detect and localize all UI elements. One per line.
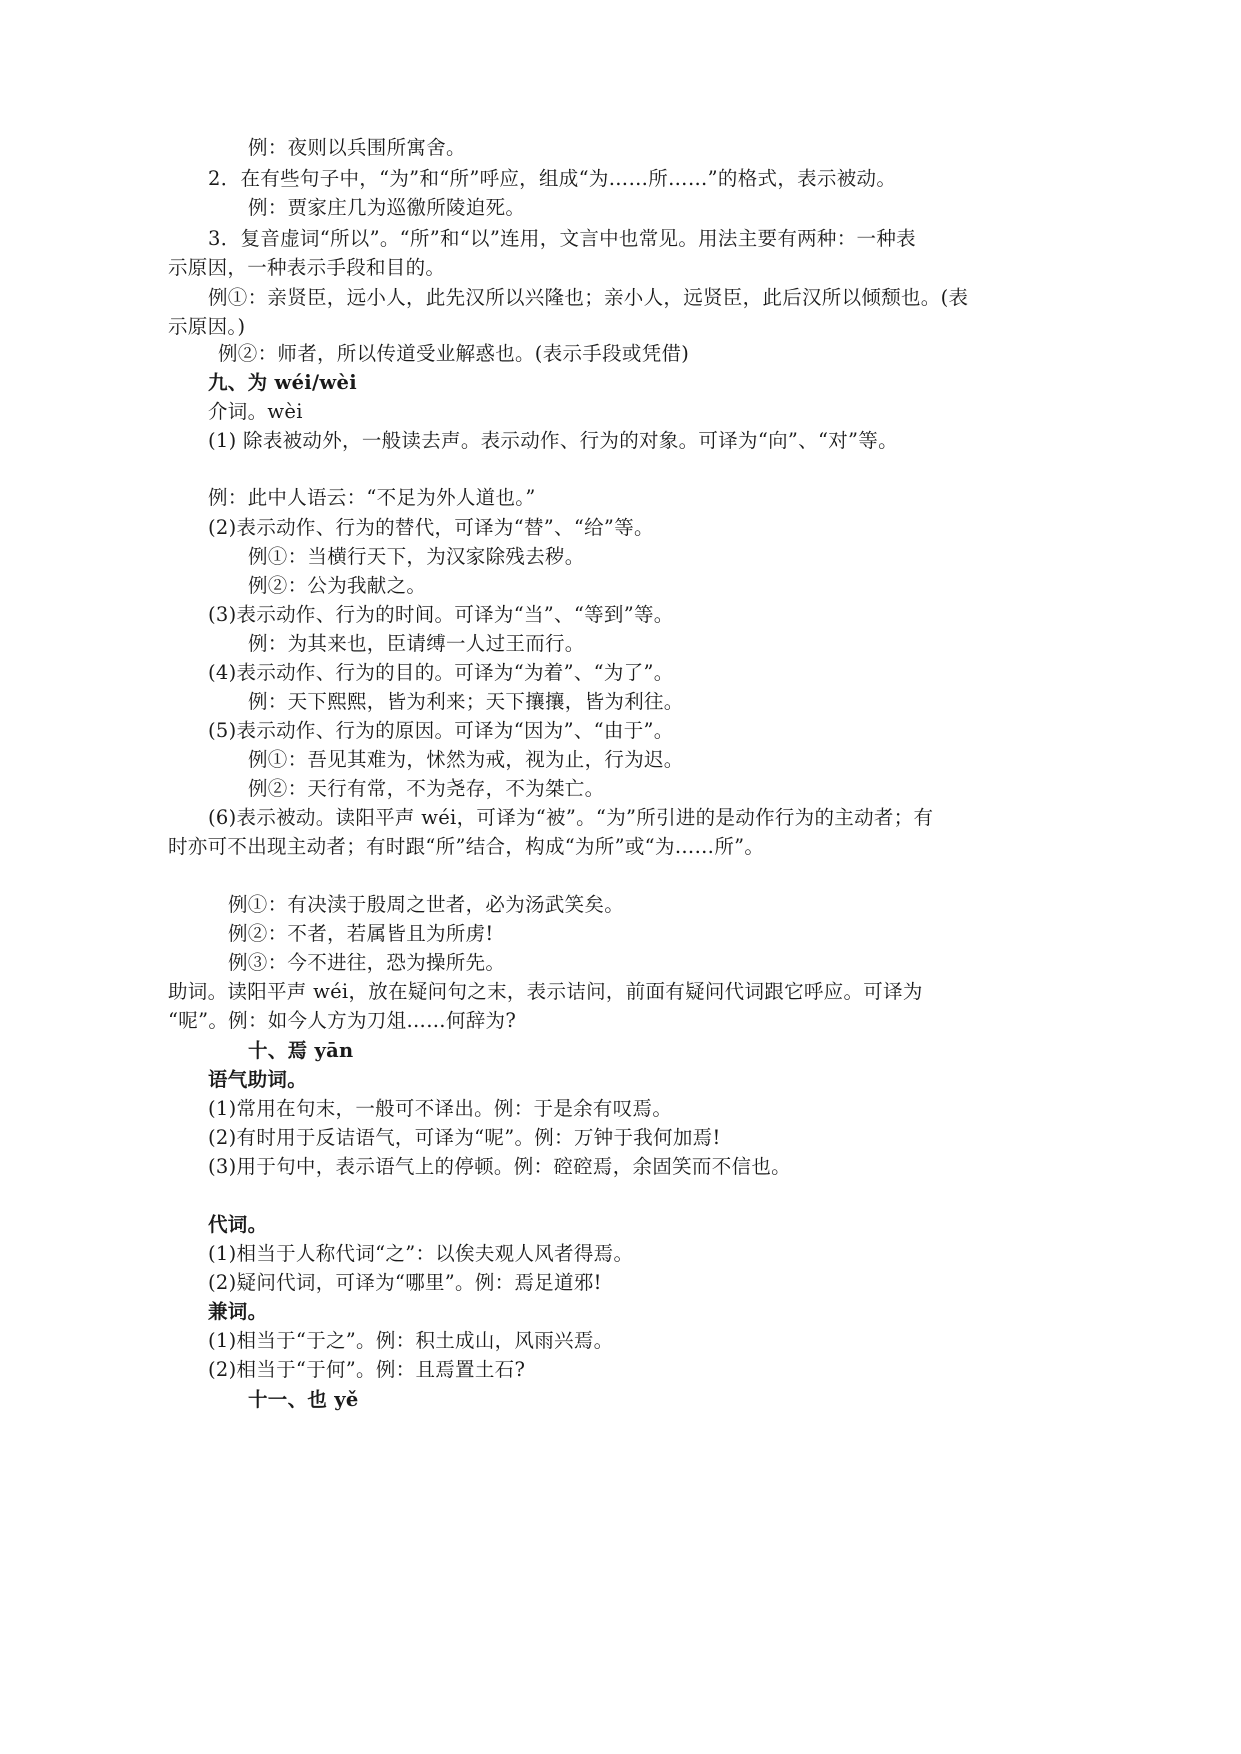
text-line: 例②：不者，若属皆且为所虏! <box>228 922 494 945</box>
text-line: (2)疑问代词，可译为“哪里”。例：焉足道邪! <box>208 1271 602 1294</box>
text-line: (3)用于句中，表示语气上的停顿。例：硿硿焉，余固笑而不信也。 <box>208 1155 791 1178</box>
text-line: 示原因。) <box>168 315 246 338</box>
section-heading: 十、焉 yān <box>248 1039 354 1062</box>
text-line: 例①：当横行天下，为汉家除残去秽。 <box>248 545 585 568</box>
text-line: (5)表示动作、行为的原因。可译为“因为”、“由于”。 <box>208 719 674 742</box>
text-line: 例①：有决渎于殷周之世者，必为汤武笑矣。 <box>228 893 625 916</box>
text-line: (4)表示动作、行为的目的。可译为“为着”、“为了”。 <box>208 661 674 684</box>
subsection-heading: 代词。 <box>208 1213 268 1236</box>
text-line: 例：此中人语云：“不足为外人道也。” <box>208 486 536 509</box>
text-line: (2)相当于“于何”。例：且焉置土石? <box>208 1358 526 1381</box>
text-line: “呢”。例：如今人方为刀俎……何辞为? <box>168 1009 517 1032</box>
text-line: 例：天下熙熙，皆为利来；天下攘攘，皆为利往。 <box>248 690 684 713</box>
subsection-heading: 兼词。 <box>208 1300 268 1323</box>
text-line: 例②：公为我献之。 <box>248 574 427 597</box>
subsection-heading: 语气助词。 <box>208 1068 308 1091</box>
text-line: 介词。wèi <box>208 400 303 423</box>
text-line: 例：夜则以兵围所寓舍。 <box>248 136 466 159</box>
text-line: (1)相当于“于之”。例：积土成山，风雨兴焉。 <box>208 1329 614 1352</box>
text-line: (6)表示被动。读阳平声 wéi，可译为“被”。“为”所引进的是动作行为的主动者；有 <box>208 806 934 829</box>
text-line: 例①：吾见其难为，怵然为戒，视为止，行为迟。 <box>248 748 684 771</box>
text-line: 例②：天行有常，不为尧存，不为桀亡。 <box>248 777 605 800</box>
text-line: 例②：师者，所以传道受业解惑也。(表示手段或凭借) <box>218 342 690 365</box>
section-heading: 十一、也 yě <box>248 1388 359 1411</box>
text-line: 示原因，一种表示手段和目的。 <box>168 256 446 279</box>
text-line: 例：贾家庄几为巡徼所陵迫死。 <box>248 196 526 219</box>
text-line: 2．在有些句子中，“为”和“所”呼应，组成“为……所……”的格式，表示被动。 <box>208 167 897 190</box>
section-heading: 九、为 wéi/wèi <box>208 371 357 394</box>
text-line: (2)有时用于反诘语气，可译为“呢”。例：万钟于我何加焉! <box>208 1126 721 1149</box>
text-line: (1)相当于人称代词“之”：以俟夫观人风者得焉。 <box>208 1242 634 1265</box>
text-line: (1)常用在句末，一般可不译出。例：于是余有叹焉。 <box>208 1097 673 1120</box>
text-line: 3．复音虚词“所以”。“所”和“以”连用，文言中也常见。用法主要有两种：一种表 <box>208 227 916 250</box>
text-line: 例：为其来也，臣请缚一人过王而行。 <box>248 632 585 655</box>
text-line: 助词。读阳平声 wéi，放在疑问句之末，表示诘问，前面有疑问代词跟它呼应。可译为 <box>168 980 923 1003</box>
text-line: (1) 除表被动外，一般读去声。表示动作、行为的对象。可译为“向”、“对”等。 <box>208 429 898 452</box>
text-line: (2)表示动作、行为的替代，可译为“替”、“给”等。 <box>208 516 654 539</box>
text-line: 例①：亲贤臣，远小人，此先汉所以兴隆也；亲小人，远贤臣，此后汉所以倾颓也。(表 <box>208 286 969 309</box>
text-line: (3)表示动作、行为的时间。可译为“当”、“等到”等。 <box>208 603 674 626</box>
text-line: 例③：今不进往，恐为操所先。 <box>228 951 506 974</box>
text-line: 时亦可不出现主动者；有时跟“所”结合，构成“为所”或“为……所”。 <box>168 835 765 858</box>
